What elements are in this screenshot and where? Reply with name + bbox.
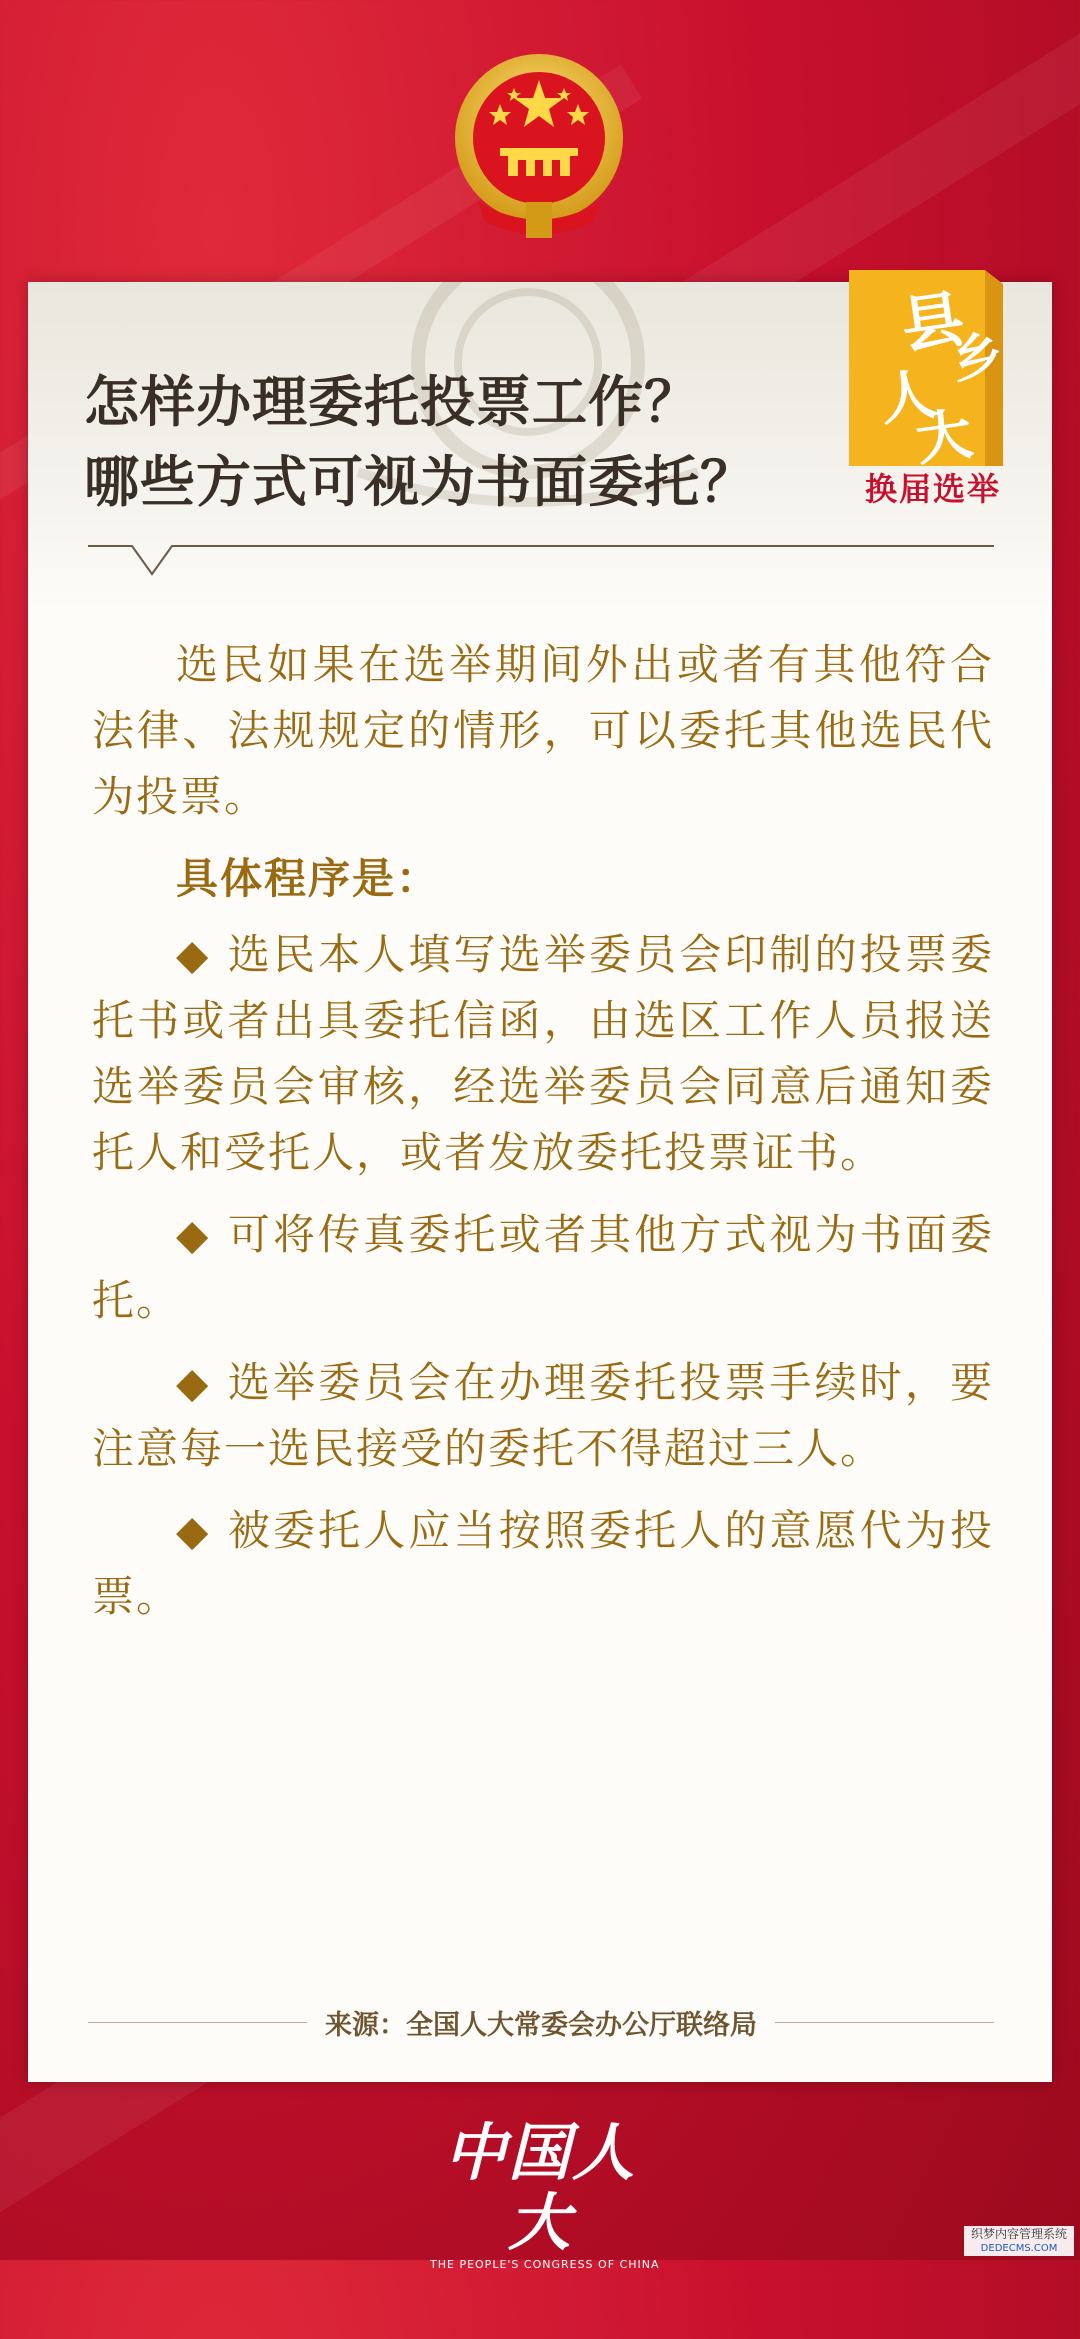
title-line-2: 哪些方式可视为书面委托？	[84, 449, 757, 514]
watermark-line-1: 织梦内容管理系统	[964, 2226, 1074, 2242]
page-title	[84, 362, 756, 522]
footer-divider-right	[775, 2022, 994, 2023]
header-divider	[88, 544, 994, 580]
article-body	[92, 632, 994, 1646]
bullet-item: ◆ 可将传真委托或者其他方式视为书面委托。	[92, 1210, 994, 1325]
national-emblem-icon	[448, 52, 630, 242]
source-text: 来源：全国人大常委会办公厅联络局	[325, 2009, 757, 2041]
watermark	[964, 2226, 1074, 2256]
bullet-item: ◆ 被委托人应当按照委托人的意愿代为投票。	[92, 1506, 994, 1621]
source-footer	[88, 2002, 994, 2042]
badge-subtitle: 换届选举	[864, 470, 1001, 508]
procedure-subheading: 具体程序是：	[176, 854, 441, 903]
bullet-item: ◆ 选举委员会在办理委托投票手续时，要注意每一选民接受的委托不得超过三人。	[92, 1358, 994, 1473]
watermark-line-2: DEDECMS.COM	[964, 2242, 1074, 2256]
logo-chinese: 中国人大	[443, 2116, 636, 2259]
svg-text:县: 县	[896, 281, 969, 363]
npc-logo	[430, 2116, 660, 2271]
county-township-election-badge	[843, 270, 1015, 494]
footer-divider-left	[88, 2022, 307, 2023]
bullet-item: ◆ 选民本人填写选举委员会印制的投票委托书或者出具委托信函，由选区工作人员报送选举委员会审核，经选举委员会同意后通知委托人和受托人，或者发放委托投票证书。	[92, 930, 994, 1177]
svg-text:大: 大	[911, 400, 977, 474]
svg-text:人: 人	[875, 360, 941, 434]
title-line-1: 怎样办理委托投票工作？	[84, 369, 701, 434]
intro-paragraph: 选民如果在选举期间外出或者有其他符合法律、法规规定的情形，可以委托其他选民代为投票。	[92, 640, 994, 821]
svg-text:乡: 乡	[948, 324, 1007, 390]
logo-english: THE PEOPLE'S CONGRESS OF CHINA	[430, 2258, 660, 2271]
content-card	[28, 282, 1052, 2082]
